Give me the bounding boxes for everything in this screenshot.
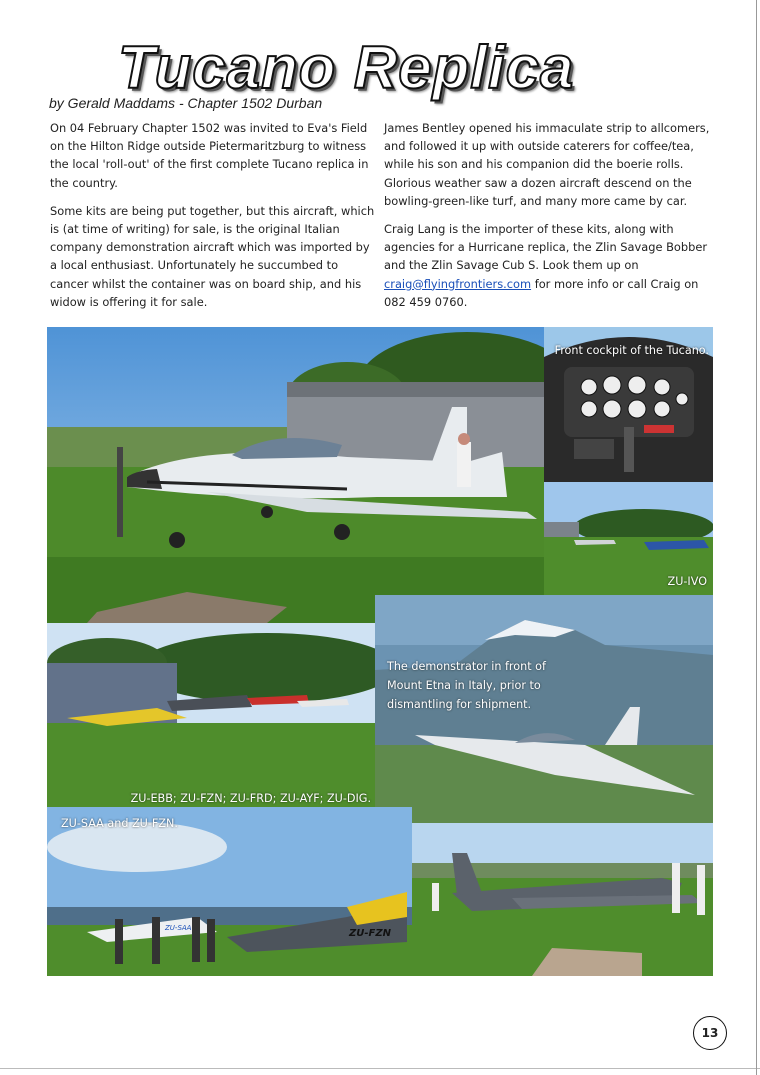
text-column-right [384, 119, 714, 321]
photo-tucano-ground [412, 823, 713, 976]
byline: by Gerald Maddams - Chapter 1502 Durban [49, 95, 323, 111]
photo-tucano-main [47, 327, 544, 623]
article-title: Tucano Replica [118, 34, 575, 101]
caption-saa-fzn: ZU-SAA and ZU-FZN. [61, 817, 178, 830]
paragraph: James Bentley opened his immaculate strip to allcomers, and followed it up with outside caterers for coffee/tea, while his son and his companion did the boerie rolls. Glorious weather saw a dozen aircraft descend on the bowling-green-like turf, and many more came by car. [384, 121, 710, 208]
registration-fzn: ZU-FZN [349, 928, 391, 939]
photo-zu-ivo [544, 482, 713, 595]
registration-saa: ZU-SAA [165, 924, 192, 932]
photo-lineup [47, 623, 375, 807]
caption-cockpit: Front cockpit of the Tucano. [554, 344, 709, 357]
page-bottom-edge [0, 1068, 760, 1069]
lineup-image [47, 623, 375, 807]
paragraph: On 04 February Chapter 1502 was invited to Eva's Field on the Hilton Ridge outside Pietermaritzburg to witness the local 'roll-out' of the first complete Tucano replica in the country. [50, 121, 369, 190]
photo-cockpit [544, 327, 713, 482]
paragraph [384, 220, 714, 311]
tucano-ground-image [412, 823, 713, 976]
photo-etna [375, 595, 713, 823]
page-right-edge [756, 0, 757, 1075]
page-number: 13 [693, 1016, 727, 1050]
paragraph: Some kits are being put together, but this aircraft, which is (at time of writing) for sale, is the original Italian company demonstration aircraft which was imported by a local enthusiast. Unfortunately he succumbed to cancer whilst the container was on board ship, and his widow is offering it for sale. [50, 203, 375, 309]
caption-zu-ivo: ZU-IVO [667, 575, 707, 588]
photo-saa-fzn [47, 807, 412, 976]
paragraph-text: Craig Lang is the importer of these kits, along with agencies for a Hurricane replica, the Zlin Savage Bobber and the Zlin Savage Cub S. Look them up on [384, 222, 708, 273]
caption-lineup: ZU-EBB; ZU-FZN; ZU-FRD; ZU-AYF; ZU-DIG. [130, 792, 371, 805]
tucano-main-image [47, 327, 544, 623]
email-link[interactable]: craig@flyingfrontiers.com [384, 276, 532, 291]
caption-etna: The demonstrator in front of Mount Etna in Italy, prior to dismantling for shipment. [387, 660, 546, 711]
text-column-left [50, 119, 376, 321]
paragraph-text: for more info or call Craig on 082 459 0760. [384, 276, 699, 309]
